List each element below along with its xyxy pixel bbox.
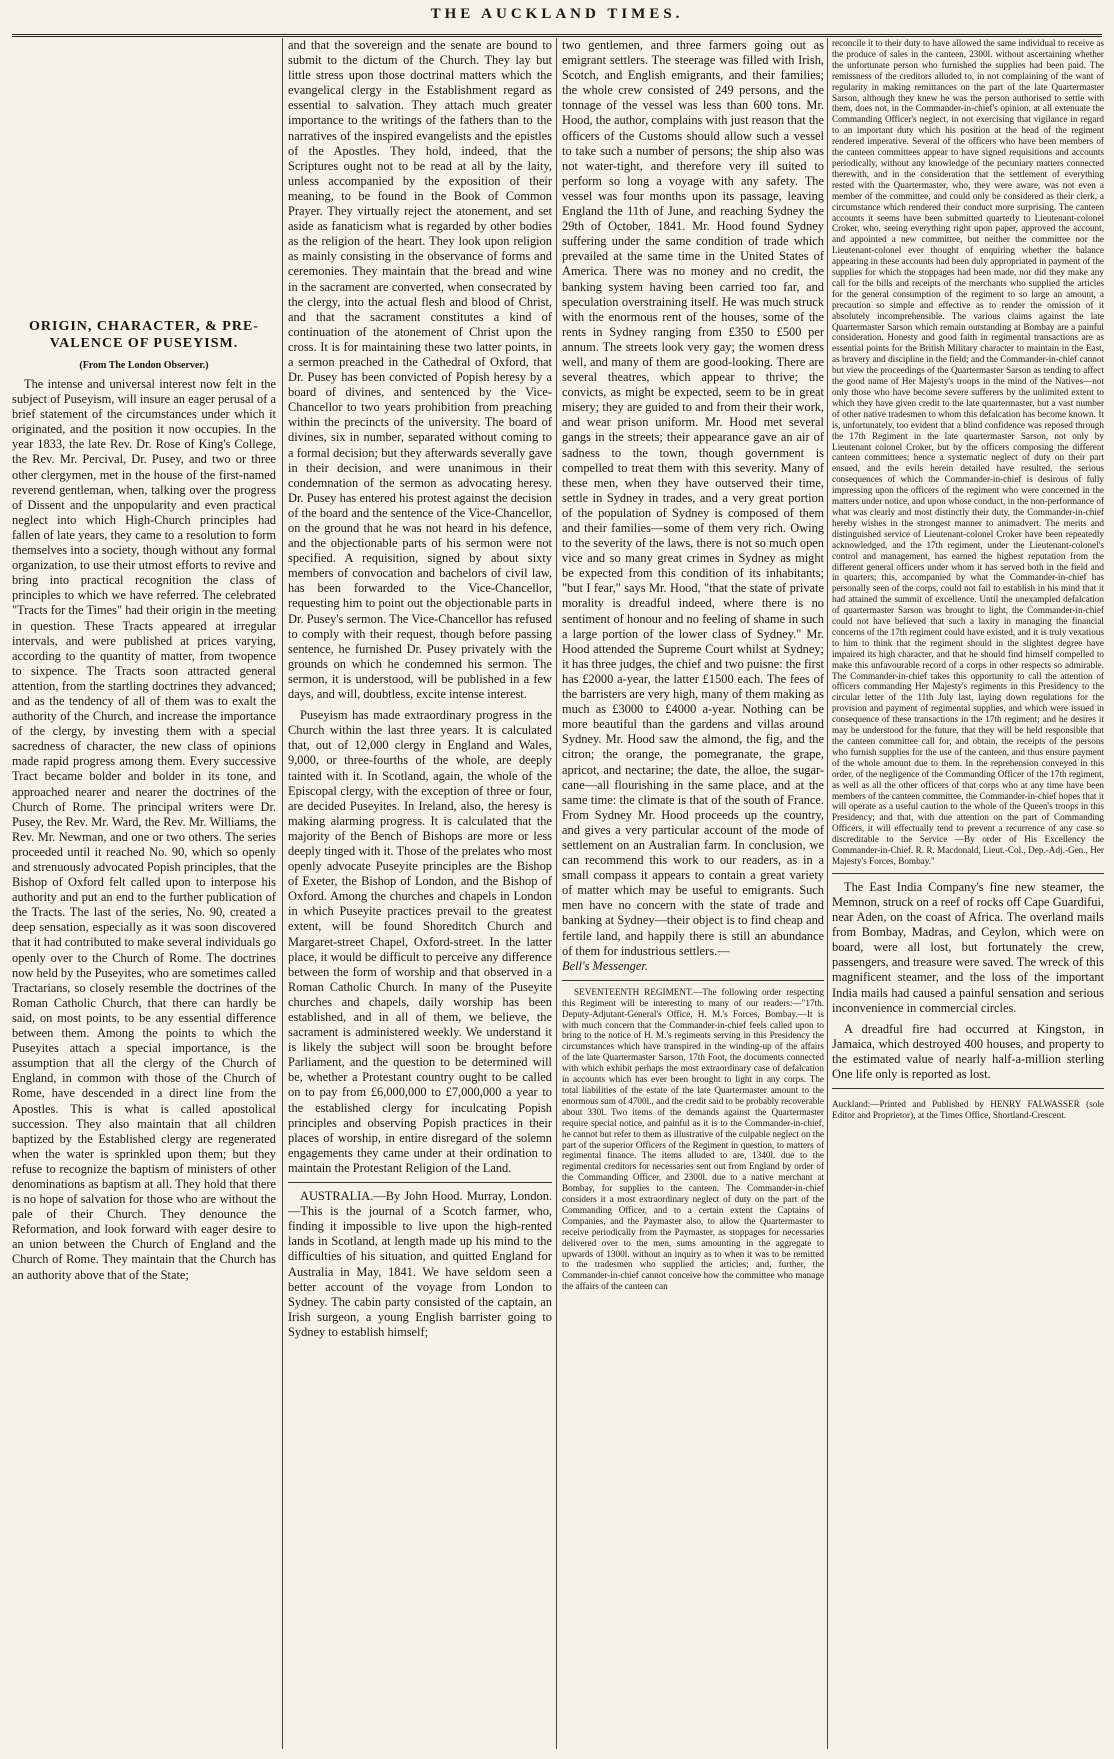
column-1: [12, 318, 276, 1289]
masthead: THE AUCKLAND TIMES.: [430, 6, 684, 22]
regiment-order-continued: reconcile it to their duty to have allowed the same individual to receive as the produce of sales in the canteen, 2300l. without ascertaining whether the unfortunate person who furnished the supplies had been paid. The remissness of the creditors alluded to, in not complaining of the want of regularity in making remittances on the part of the late Quartermaster Sarson, although they knew he was the person authorised to settle with them, does not, in the Commander-in-chief's opinion, at all extenuate the Commanding Officer's neglect, in not exercising that vigilance in regard to an important duty which his position at the head of the regiment rendered imperative. Several of the officers who have been members of the canteen committees appear to have signed requisitions and accounts periodically, without any knowledge of the pecuniary matters connected therewith, and in the consideration that the settlement of everything rested with the Quartermaster, who, they were aware, was not even a member of the committee, and could only be considered as their clerk, a circumstance which rendered their conduct more surprising. The canteen accounts it seems have been submitted quarterly to Lieutenant-colonel Croker, who, seeing everything right upon paper, approved the account, and appointed a new committee, but neither the committee nor the Lieutenant-colonel ever thought of enquiring whether the balance appearing in these accounts had been duly appropriated in payment of the supplies for which the stoppages had been made, nor did they make any call for the bills and receipts of the merchants who supplied the articles for the general consumption of the regiment to so large an amount, a precaution so simple and effective as to render the omission of it absolutely incomprehensible. The various claims against the late Quartermaster Sarson which remain outstanding at Bombay are a painful consideration. Honesty and good faith in regimental transactions are as essential points for the British Military character to maintain in the East, as bravery and discipline in the field; and the Commander-in-chief cannot but view the proceedings of the Quartermaster Sarson as tending to affect the good name of Her Majesty's troops in the mind of the Natives—not only those who have become severe sufferers by the unlimited extent to which they have given credit to the late quartermaster, but a vast number of other native tradesmen to whom this defalcation has become known. It is, unfortunately, too evident that a blind confidence was reposed through the 17th Regiment in the late quartermaster Sarson, not only by Lieutenant colonel Croker, but by the officers composing the different canteen committees; hence a systematic neglect of duty on their part ensued, and the evils herein detailed have resulted, the serious consequences of which the Commander-in-chief is desirous of fully impressing upon the officers of the regiment who were concerned in the matters under notice, and upon whose conduct, in the non-performance of what was clearly and most distinctly their duty, the Commander-in-chief hereby wishes in the strongest manner to animadvert. The merits and distinguished service of Lieutenant-colonel Croker have been repeatedly acknowledged, and the 17th regiment, under the Lieutenant-colonel's control and management, has earned the highest reputation from the different general officers under whom it has served both in the field and in quarters; this, accompanied by what the Commander-in-chief has personally seen of the corps, could not fail to establish in his mind that it had attained the summit of excellence. Until the unexampled defalcation of quartermaster Sarson was brought to light, the Commander-in-chief could not have believed that such a laxity in managing the financial concerns of the 17th regiment could have existed, and it is truly vexatious to him to think that the regiment should in the slightest degree have impaired its high character, and that he should find himself compelled to make this unfavourable record of a corps in other respects so admirable. The Commander-in-chief takes this opportunity to call the attention of officers commanding Her Majesty's regiments in this Presidency to the circular letter of the 11th July last, laying down regulations for the provision and payment of regimental supplies, and which were issued in consequence of these transactions in the 17th regiment; and he desires it may be understood for the future, that they will be held responsible that the canteen committee call for, and obtain, the receipts of the persons who furnish supplies for the use of the canteen, and thus ensure payment of the whole amount due to them. In the reprehension conveyed in this order, of the negligence of the Commanding Officer of the 17th regiment, as well as all the other officers of that corps who at any time have been members of the canteen committee, the Commander-in-chief hopes that it will operate as a useful caution to the whole of the Queen's troops in this Presidency; and that, with due attention on the part of Commanding Officers, it will effectually tend to prevent a recurrence of any case so discreditable to the Service —By order of His Excellency the Commander-in-Chief. R. R. Macdonald, Lieut.-Col., Dep.-Adj.-Gen., Her Majesty's Forces, Bombay.": [832, 38, 1104, 866]
article-divider: [832, 873, 1104, 874]
column-divider: [827, 38, 828, 1749]
australia-review-paragraph: AUSTRALIA.—By John Hood. Murray, London.—This is the journal of a Scotch farmer, who, finding it impossible to live upon the high-rented lands in Scotland, at length made up his mind to the difficulties of his situation, and quitted England for Australia in May, 1841. We have seldom seen a better account of the voyage from London to Sydney. The cabin party consisted of the captain, an Irish surgeon, a young English barrister going to Sydney to establish himself;: [288, 1189, 552, 1339]
puseyism-continued-paragraph: and that the sovereign and the senate are bound to submit to the dictum of the Church. They lay but little stress upon those doctrinal matters which the evangelical clergy in the Establishment regard as essential to salvation. They attach much greater importance to the writings of the fathers than to the narratives of the inspired evangelists and the epistles of the Apostles. They hold, indeed, that the Scriptures ought not to be read at all by the laity, unless accompanied by the exposition of their meaning, to be found in the Book of Common Prayer. They virtually reject the atonement, and set aside as fanaticism what is regarded by other bodies as the religion of the heart. They look upon religion as mainly consisting in the observance of forms and ceremonies. They maintain that the bread and wine in the sacrament are converted, when consecrated by the clergy, into the actual flesh and blood of Christ, and that the sacrament constitutes a kind of continuation of the atonement of Christ upon the cross. It is for maintaining these two latter points, in a sermon preached in the Cathedral of Oxford, that Dr. Pusey has been convicted of Popish heresy by a board of divines, and sentenced by the Vice-Chancellor to two years prohibition from preaching within the precincts of the university. The board of divines, six in number, separated without coming to a formal decision; but they afterwards severally gave in their decision, and were unanimous in their condemnation of the sermon as advocating heresy. Dr. Pusey has entered his protest against the decision of the board and the sentence of the Vice-Chancellor, on the ground that he was not heard in his defence, and the objectionable parts of his sermon were not specified. A requisition, signed by about sixty members of convocation and bachelors of civil law, has been forwarded to the Vice-Chancellor, requesting him to point out the objectionable parts in Dr. Pusey's sermon. The Vice-Chancellor has refused to comply with their request, though before passing sentence, he furnished Dr. Pusey privately with the grounds on which he condemned his sermon. The sermon, it is understood, will be published in a few days, and will, doubtless, excite intense interest.: [288, 38, 552, 702]
column-divider: [282, 38, 283, 1749]
memnon-wreck-paragraph: The East India Company's fine new steamer, the Memnon, struck on a reef of rocks off Cape Guardifui, near Aden, on the coast of Africa. The overland mails from Bombay, Madras, and Ceylon, which were on board, were all lost, but fortunately the crew, passengers, and treasure were saved. The wreck of this magnificent steamer, and the loss of the important India mails had caused a painful sensation and serious inconvenience in commercial circles.: [832, 879, 1104, 1015]
seventeenth-regiment-paragraph: SEVENTEENTH REGIMENT.—The following order respecting this Regiment will be interesting to many of our readers:—"17th. Deputy-Adjutant-General's Office, H. M.'s Forces, Bombay.—It is with much concern that the Commander-in-chief feels called upon to bring to the notice of H. M.'s regiments serving in this Presidency the circumstances which have transpired in the winding-up of the affairs of the late Quartermaster Sarson, 17th Foot, the documents connected with which exhibit perhaps the most extraordinary case of defalcation in accounts which has ever been brought to light in any corps. The total liabilities of the estate of the late Quartermaster amount to the enormous sum of 4700l., and the credit said to be probably recoverable about 330l. Two items of the demands against the Quartermaster require special notice, and painful as it is to the Commander-in-chief, he cannot but refer to them as illustrative of the culpable neglect on the part of the superior Officers of the Regiment in question, to matters of regimental finance. The items alluded to are, 1340l. due to the regimental creditors for necessaries sent out from England by order of the Commanding Officer, and 2300l. due to a native merchant at Bombay, for supplies to the canteen. The Commander-in-chief considers it a most extraordinary neglect of duty on the part of the Commanding Officer, and to a certain extent the Captains of Companies, and the Paymaster also, to allow the Quartermaster to receive periodically from the Paymaster, as stoppages for necessaries delivered over to the men, sums amounting in the aggregate to upwards of 1300l. without an inquiry as to when it was to be remitted to the tradesmen who supplied the articles; and, further, the Commander-in-chief cannot conceive how the committee who manage the affairs of the canteen can: [562, 986, 824, 1292]
article-divider: [288, 1182, 552, 1183]
puseyism-paragraph: The intense and universal interest now felt in the subject of Puseyism, will insure an eager perusal of a brief statement of the circumstances under which it originated, and the position it now occupies. In the year 1833, the late Rev. Dr. Rose of King's College, the Rev. Mr. Percival, Dr. Pusey, and two or three other clergymen, met in the house of the first-named reverend gentleman, when, talking over the progress of Dissent and the unpopularity and even practical neglect into which High-Church principles had fallen of late years, they came to a resolution to form themselves into a society, though without any formal organization, to use their utmost efforts to revive and bring into practical recognition the class of principles to which we have referred. The celebrated "Tracts for the Times" had their origin in the meeting in question. These Tracts appeared at irregular intervals, and were published at prices varying, according to the quantity of matter, from twopence to sixpence. The Tracts soon attracted general attention, from the startling doctrines they advanced; and as the tendency of all of them was to exalt the authority of the Church, and increase the importance of the clergy, by investing them with a special sacredness of character, the new class of opinions made rapid progress among them. Every successive Tract became bolder and bolder in its tone, and approached nearer and nearer the doctrines of the Church of Rome. The principal writers were Dr. Pusey, the Rev. Mr. Ward, the Rev. Mr. Williams, the Rev. Mr. Newman, and one or two others. The series proceeded until it reached No. 90, which so openly and strenuously advocated Popish principles, that the Bishop of Oxford felt called upon to interpose his authority and put an end to the further publication of the Tracts. The last of the series, No. 90, created a deep sensation, especially as it was soon discovered that it had contributed to make several individuals go openly over to the Church of Rome. The doctrines now held by the Puseyites, who are sometimes called Tractarians, so closely resemble the doctrines of the Roman Catholic Church, that there can hardly be said, on most points, to be any essential difference between them. Among the points to which the Puseyites attach a special importance, is the assumption that all the clergy of the Church of England, in common with those of the Church of Rome, have descended in a direct line from the Apostles. This is what is called apostolical succession. They also maintain that all children baptized by the Established clergy are regenerated when the water is sprinkled upon them; but they refuse to recognize the baptism of ministers of other denominations as baptism at all. They hold that there is no hope of salvation for those who are without the pale of their Church. They denounce the Reformation, and look forward with eager desire to an union between the Church of England and the Church of Rome. They maintain that the Church has an authority above that of the State;: [12, 377, 276, 1282]
puseyism-progress-paragraph: Puseyism has made extraordinary progress in the Church within the last three years. It is calculated that, out of 12,000 clergy in England and Wales, 9,000, or three-fourths of the whole, are deeply tainted with it. In Scotland, again, the whole of the Episcopal clergy, with the exception of three or four, are decided Puseyites. In Ireland, also, the heresy is making alarming progress. It is calculated that the majority of the Bench of Bishops are more or less deeply tinged with it. Those of the prelates who most openly advocate Puseyite principles are the Bishop of Exeter, the Bishop of London, and the Bishop of Oxford. Among the churches and chapels in London in which Puseyite practices prevail to the greatest extent, will be found Shoreditch Church and Margaret-street Chapel, Oxford-street. In the latter place, it would be difficult to perceive any difference between the form of worship and that observed in a Roman Catholic Church. In many of the Puseyite churches and chapels, daily worship has been established, and in all of them, we believe, the sacrament is administered weekly. We understand it is likely the subject will soon be brought before Parliament, and the question to be determined will be, whether a Protestant country ought to be called on to pay from £6,000,000 to £7,000,000 a year to the established clergy for inculcating Popish principles and observing Popish practices in their places of worship, in entire disregard of the solemn engagements they came under at their ordination to maintain the Protestant Religion of the Land.: [288, 708, 552, 1175]
kingston-fire-paragraph: A dreadful fire had occurred at Kingston, in Jamaica, which destroyed 400 houses, and property to the estimated value of nearly half-a-million sterling One life only is reported as lost.: [832, 1021, 1104, 1081]
article-source: (From The London Observer.): [79, 360, 209, 371]
article-title-puseyism: ORIGIN, CHARACTER, & PRE-VALENCE OF PUSEYISM.: [29, 319, 259, 351]
column-4: [832, 38, 1104, 1127]
imprint: Auckland:—Printed and Published by HENRY FALWASSER (sole Editor and Proprietor), at the Times Office, Shortland-Crescent.: [832, 1099, 1104, 1121]
article-signature: Bell's Messenger.: [562, 958, 648, 973]
imprint-divider: [832, 1088, 1104, 1089]
column-2: [288, 38, 552, 1346]
australia-continued-paragraph: two gentlemen, and three farmers going out as emigrant settlers. The steerage was filled with Irish, Scotch, and English emigrants, and their families; the whole crew consisted of 249 persons, and the tonnage of the vessel was less than 600 tons. Mr. Hood, the author, complains with just reason that the officers of the Customs should allow such a vessel to take such a number of persons; the ship also was not water-tight, and therefore very ill suited to perform so long a voyage with any safety. The vessel was four months upon its passage, leaving England the 11th of June, and reaching Sydney the 29th of October, 1841. Mr. Hood found Sydney suffering under the same condition of trade which prevailed at the same time in the United States of America. There was no money and no credit, the banking system having been carried too far, and speculation overstraining itself. He was much struck with the enormous rent of the houses, some of the rents in Sydney ranging from £350 to £500 per annum. The streets look very gay; the women dress well, and many of them are good-looking. There are several theatres, which appear to thrive; the convicts, as might be expected, seem to be in great misery; they are guided to and from their their work, and wear prison uniform. Mr. Hood met several gangs in the streets; their appearance gave an air of sadness to the town, though government is compelled to treat them with this severity. Many of these men, when they have outserved their time, settle in Sydney in trades, and a very great portion of the population of Sydney is composed of them and their families—some of them very rich. Owing to the severity of the laws, there is not so much open vice and so many great crimes in Sydney as might be expected from this condition of its inhabitants; "but I fear," says Mr. Hood, "that the state of private morality is dreadful indeed, where there is no sentiment of honour and no feeling of shame in such a large portion of the lower class of Sydney." Mr. Hood attended the Supreme Court whilst at Sydney; it has three judges, the chief and two puisne: the first has £2000 a-year, the latter £1500 each. The fees of the barristers are very high, many of them making as much as £3000 to £4000 a-year. Nothing can be more beautiful than the gardens and villas around Sydney. Mr. Hood saw the almond, the fig, and the citron; the orange, the pomegranate, the grape, apricot, and nectarine; the date, the alloe, the sugar-cane—all flourishing in the same place, and at the same time: the climate is that of the south of France. From Sydney Mr. Hood proceeds up the country, and gives a very particular account of the mode of settlement on an Australian farm. In conclusion, we can recommend this work to our readers, as in a small compass it appears to contain a great variety of matter which may be useful to emigrants. Such men have no concern with the state of trade and banking at Sydney—their object is to find cheap and fertile land, and happily there is still an abundance of them for industrious settlers.—: [562, 38, 824, 958]
column-3: [562, 38, 824, 1298]
column-divider: [556, 38, 557, 1749]
article-divider: [562, 980, 824, 981]
